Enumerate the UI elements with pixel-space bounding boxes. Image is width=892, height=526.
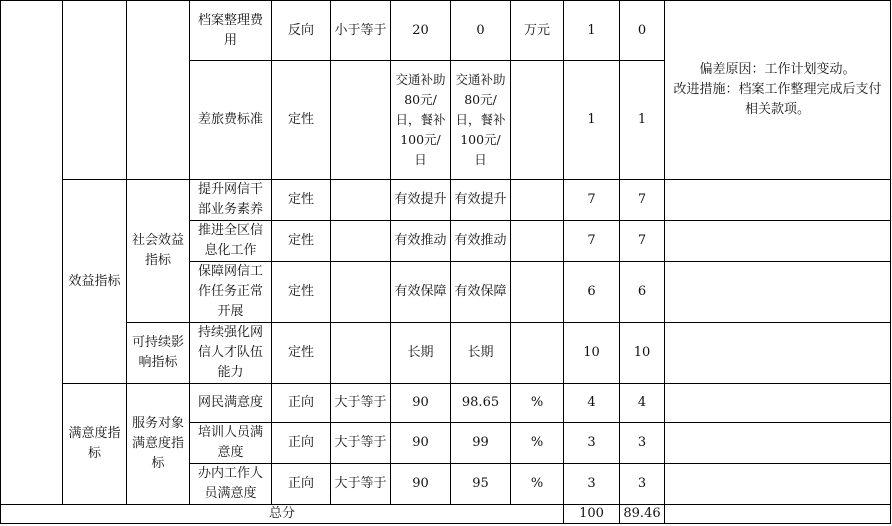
deviation-note: 偏差原因：工作计划变动。 改进措施：档案工作整理完成后支付相关款项。: [665, 1, 891, 180]
level2-benefit-cell: 效益指标: [63, 180, 127, 384]
note-cell: [665, 323, 891, 384]
nature-cell: 正向: [272, 423, 331, 464]
target-cell: 20: [391, 1, 451, 61]
actual-cell: 95: [451, 464, 511, 505]
nature-cell: 定性: [272, 180, 331, 221]
nature-cell: 定性: [272, 262, 331, 323]
score-total-cell: 6: [564, 262, 620, 323]
unit-cell: %: [511, 423, 564, 464]
operator-cell: [331, 323, 391, 384]
total-label: 总分: [1, 505, 564, 524]
metric-cell: 提升网信干部业务素养: [190, 180, 272, 221]
level3-blank-cell: [127, 1, 190, 180]
total-score-total: 100: [564, 505, 620, 524]
operator-cell: [331, 221, 391, 262]
actual-cell: 0: [451, 1, 511, 61]
target-cell: 有效提升: [391, 180, 451, 221]
score-total-cell: 7: [564, 221, 620, 262]
target-cell: 有效保障: [391, 262, 451, 323]
note-cell: [665, 423, 891, 464]
actual-cell: 交通补助 80元/日，餐补 100元/日: [451, 61, 511, 180]
actual-cell: 有效提升: [451, 180, 511, 221]
level3-social-cell: 社会效益指标: [127, 180, 190, 323]
actual-cell: 99: [451, 423, 511, 464]
level2-blank-cell: [63, 1, 127, 180]
total-score: 89.46: [620, 505, 665, 524]
unit-cell: [511, 262, 564, 323]
unit-cell: %: [511, 384, 564, 423]
score-total-cell: 3: [564, 464, 620, 505]
score-cell: 7: [620, 221, 665, 262]
score-cell: 4: [620, 384, 665, 423]
total-row: [1, 505, 891, 524]
metric-cell: 推进全区信息化工作: [190, 221, 272, 262]
score-cell: 6: [620, 262, 665, 323]
score-cell: 3: [620, 423, 665, 464]
operator-cell: 大于等于: [331, 464, 391, 505]
operator-cell: [331, 180, 391, 221]
note-cell: [665, 464, 891, 505]
score-cell: 1: [620, 61, 665, 180]
level1-blank-cell: [1, 1, 63, 505]
note-cell: [665, 384, 891, 423]
actual-cell: 98.65: [451, 384, 511, 423]
operator-cell: 小于等于: [331, 1, 391, 61]
unit-cell: [511, 61, 564, 180]
nature-cell: 正向: [272, 384, 331, 423]
metric-cell: 保障网信工作任务正常开展: [190, 262, 272, 323]
target-cell: 90: [391, 464, 451, 505]
operator-cell: 大于等于: [331, 384, 391, 423]
operator-cell: [331, 61, 391, 180]
unit-cell: [511, 221, 564, 262]
table-row: [1, 323, 891, 384]
metric-cell: 档案整理费用: [190, 1, 272, 61]
total-note-cell: [665, 505, 891, 524]
score-cell: 3: [620, 464, 665, 505]
actual-cell: 有效保障: [451, 262, 511, 323]
metric-cell: 网民满意度: [190, 384, 272, 423]
nature-cell: 定性: [272, 221, 331, 262]
metric-cell: 持续强化网信人才队伍能力: [190, 323, 272, 384]
unit-cell: [511, 323, 564, 384]
actual-cell: 长期: [451, 323, 511, 384]
score-cell: 10: [620, 323, 665, 384]
metric-cell: 办内工作人员满意度: [190, 464, 272, 505]
table-row: [1, 1, 891, 61]
nature-cell: 正向: [272, 464, 331, 505]
table-row: [1, 180, 891, 221]
note-cell: [665, 180, 891, 221]
level3-service-cell: 服务对象满意度指标: [127, 384, 190, 505]
score-total-cell: 1: [564, 61, 620, 180]
target-cell: 90: [391, 384, 451, 423]
score-total-cell: 7: [564, 180, 620, 221]
level3-sustain-cell: 可持续影响指标: [127, 323, 190, 384]
target-cell: 长期: [391, 323, 451, 384]
nature-cell: 定性: [272, 323, 331, 384]
note-cell: [665, 262, 891, 323]
unit-cell: %: [511, 464, 564, 505]
unit-cell: 万元: [511, 1, 564, 61]
actual-cell: 有效推动: [451, 221, 511, 262]
nature-cell: 定性: [272, 61, 331, 180]
nature-cell: 反向: [272, 1, 331, 61]
operator-cell: [331, 262, 391, 323]
score-total-cell: 10: [564, 323, 620, 384]
metric-cell: 差旅费标准: [190, 61, 272, 180]
note-cell: [665, 221, 891, 262]
score-total-cell: 3: [564, 423, 620, 464]
unit-cell: [511, 180, 564, 221]
metric-cell: 培训人员满意度: [190, 423, 272, 464]
operator-cell: 大于等于: [331, 423, 391, 464]
score-total-cell: 4: [564, 384, 620, 423]
score-cell: 0: [620, 1, 665, 61]
score-total-cell: 1: [564, 1, 620, 61]
table-row: [1, 384, 891, 423]
target-cell: 交通补助 80元/日，餐补 100元/日: [391, 61, 451, 180]
score-cell: 7: [620, 180, 665, 221]
level2-satisfaction-cell: 满意度指标: [63, 384, 127, 505]
target-cell: 90: [391, 423, 451, 464]
target-cell: 有效推动: [391, 221, 451, 262]
